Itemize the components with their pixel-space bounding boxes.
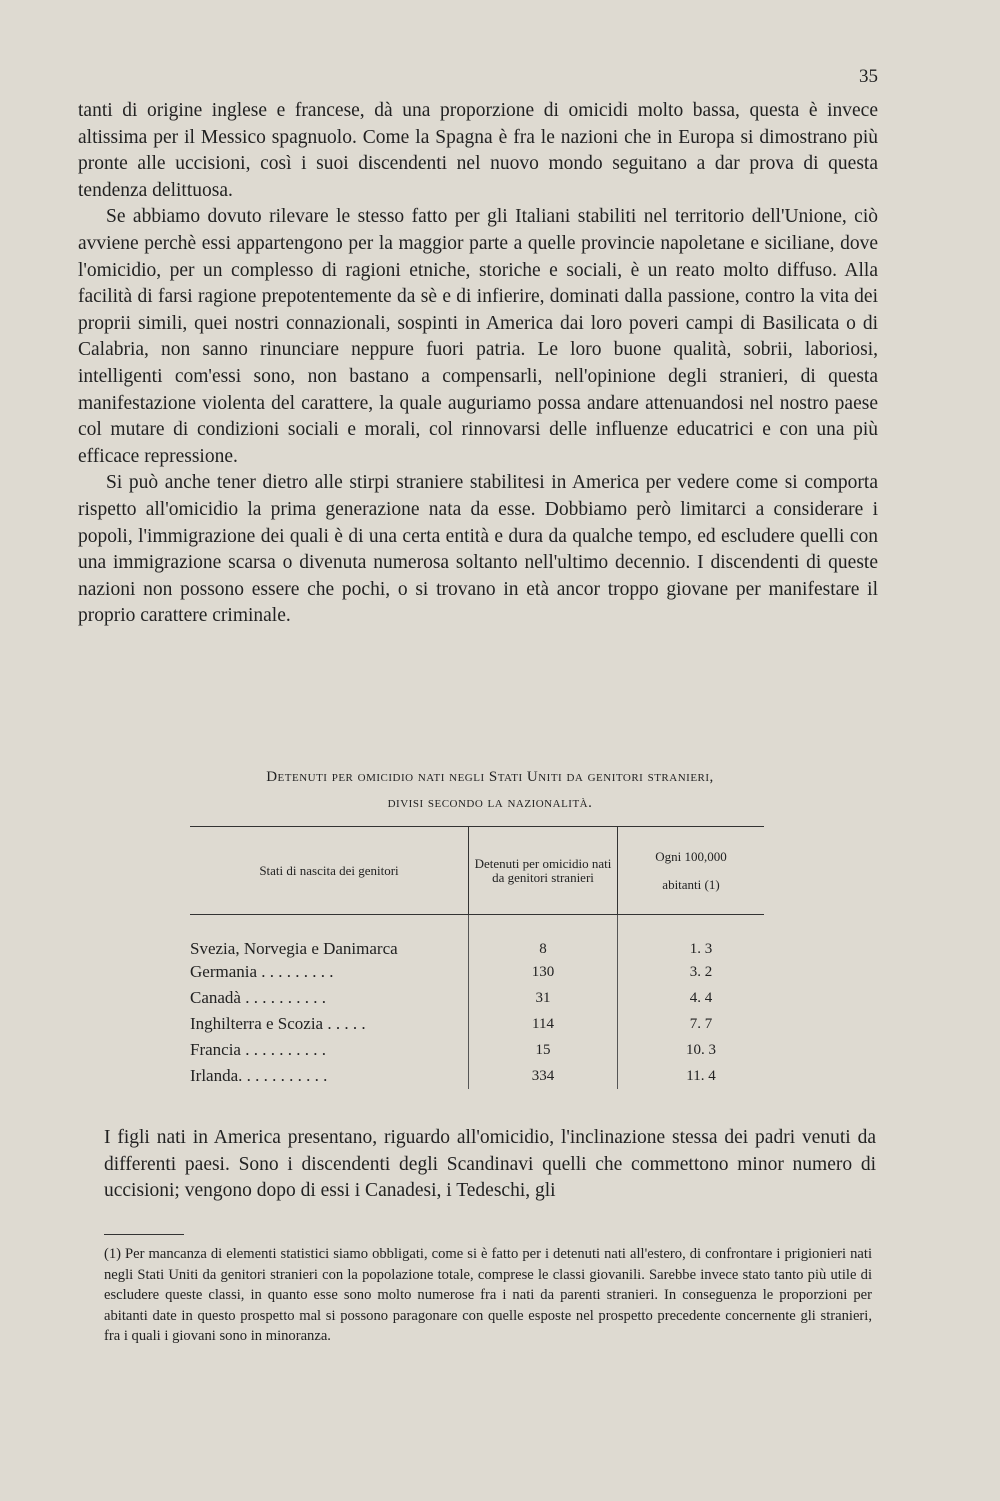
footnote-text: (1) Per mancanza di elementi statistici siamo obbligati, come si è fatto per i detenuti nati all'estero, di confrontare i prigionieri nati negli Stati Uniti da genitori stranieri con la popolazione totale, comprese le classi giovanili. Sarebbe invece stato tanto più utile di escludere queste classi, in quanto esse sono molto numerose fra i nati da parenti stranieri. In conseguenza le proporzioni per abitanti date in questo prospetto mal si possono paragonare con quelle esposte nel prospetto precedente concernente gli stranieri, fra i quali i giovani sono in minoranza. <box>104 1246 872 1345</box>
row-detenuti: 130 <box>469 959 618 985</box>
row-name: Francia . . . . . . . . . . <box>190 1040 326 1059</box>
row-detenuti: 334 <box>469 1063 618 1089</box>
header-ogni-100000 <box>618 827 765 915</box>
row-name: Svezia, Norvegia e Danimarca <box>190 939 398 958</box>
footnote <box>104 1244 872 1347</box>
row-name: Germania . . . . . . . . . <box>190 962 334 981</box>
paragraph-2: Se abbiamo dovuto rilevare le stesso fatto per gli Italiani stabiliti nel territorio dell'Unione, ciò avviene perchè essi appartengono per la maggior parte a quelle provincie napoletane e siciliane, dove l'omicidio, per un complesso di ragioni etniche, storiche e sociali, è un reato molto diffuso. Alla facilità di farsi ragione prepotentemente da sè e di infierire, dominati dalla passione, contro la vita dei proprii simili, quei nostri connazionali, sospinti in America dai loro poveri campi di Basilicata o di Calabria, non sanno rinunciare neppure fuori patria. Le loro buone qualità, sobrii, laboriosi, intelligenti com'essi sono, non bastano a compensarli, nell'opinione degli stranieri, di questa manifestazione violenta del carattere, la quale auguriamo possa andare attenuandosi nel nostro paese col mutare di condizioni sociali e morali, col rinnovarsi delle influenze educatrici e con una più efficace repressione. <box>78 206 878 467</box>
table-row <box>190 1063 764 1089</box>
table-row <box>190 959 764 985</box>
row-per-100000: 11. 4 <box>686 1067 716 1084</box>
row-name: Irlanda. . . . . . . . . . . <box>190 1066 328 1085</box>
statistics-table <box>190 826 764 1089</box>
row-detenuti: 31 <box>469 985 618 1011</box>
table-title-line-1: Detenuti per omicidio nati negli Stati Uniti da genitori stranieri, <box>266 769 714 785</box>
table-title-line-2: divisi secondo la nazionalità. <box>387 795 593 811</box>
table-row <box>190 985 764 1011</box>
header-stati-di-nascita: Stati di nascita dei genitori <box>259 862 399 878</box>
row-detenuti: 114 <box>469 1011 618 1037</box>
table-row <box>190 1037 764 1063</box>
page-number: 35 <box>859 66 878 87</box>
row-per-100000: 4. 4 <box>689 989 713 1006</box>
row-per-100000: 3. 2 <box>689 963 713 980</box>
row-name: Canadà . . . . . . . . . . <box>190 988 326 1007</box>
row-per-100000: 1. 3 <box>689 940 713 957</box>
paragraph-3: Si può anche tener dietro alle stirpi straniere stabilitesi in America per vedere come si comporta rispetto all'omicidio la prima generazione nata da esse. Dobbiamo però limitarci a considerare i popoli, l'immigrazione dei quali è di una certa entità e dura da qualche tempo, ed escludere quelli con una immigrazione scarsa o divenuta numerosa soltanto nell'ultimo decennio. I discendenti di queste nazioni non possono essere che pochi, o si trovano in età ancor troppo giovane per manifestare il proprio carattere criminale. <box>78 472 878 627</box>
footnote-divider <box>104 1234 184 1235</box>
row-per-100000: 7. 7 <box>689 1015 713 1032</box>
row-name: Inghilterra e Scozia . . . . . <box>190 1014 366 1033</box>
row-per-100000: 10. 3 <box>686 1041 716 1058</box>
header-ogni-100000-line-1: Ogni 100,000 <box>655 848 727 864</box>
paragraph-1: tanti di origine inglese e francese, dà una proporzione di omicidi molto bassa, questa è invece altissima per il Messico spagnuolo. Come la Spagna è fra le nazioni che in Europa si dimostrano più pronte alle uccisioni, così i suoi discendenti nel nuovo mondo seguitano a dar prova di questa tendenza delittuosa. <box>78 100 878 201</box>
table-row <box>190 1011 764 1037</box>
row-detenuti: 15 <box>469 1037 618 1063</box>
header-detenuti: Detenuti per omicidio nati da genitori stranieri <box>469 827 618 915</box>
paragraph-4: I figli nati in America presentano, riguardo all'omicidio, l'inclinazione stessa dei padri venuti da differenti paesi. Sono i discendenti degli Scandinavi quelli che commettono minor numero di uccisioni; vengono dopo di essi i Canadesi, i Tedeschi, gli <box>104 1127 876 1202</box>
body-text <box>78 98 878 630</box>
header-ogni-100000-line-2: abitanti (1) <box>662 876 720 892</box>
row-detenuti: 8 <box>469 915 618 960</box>
table-title <box>130 764 850 816</box>
table-row <box>190 915 764 960</box>
after-table-text <box>104 1125 876 1205</box>
